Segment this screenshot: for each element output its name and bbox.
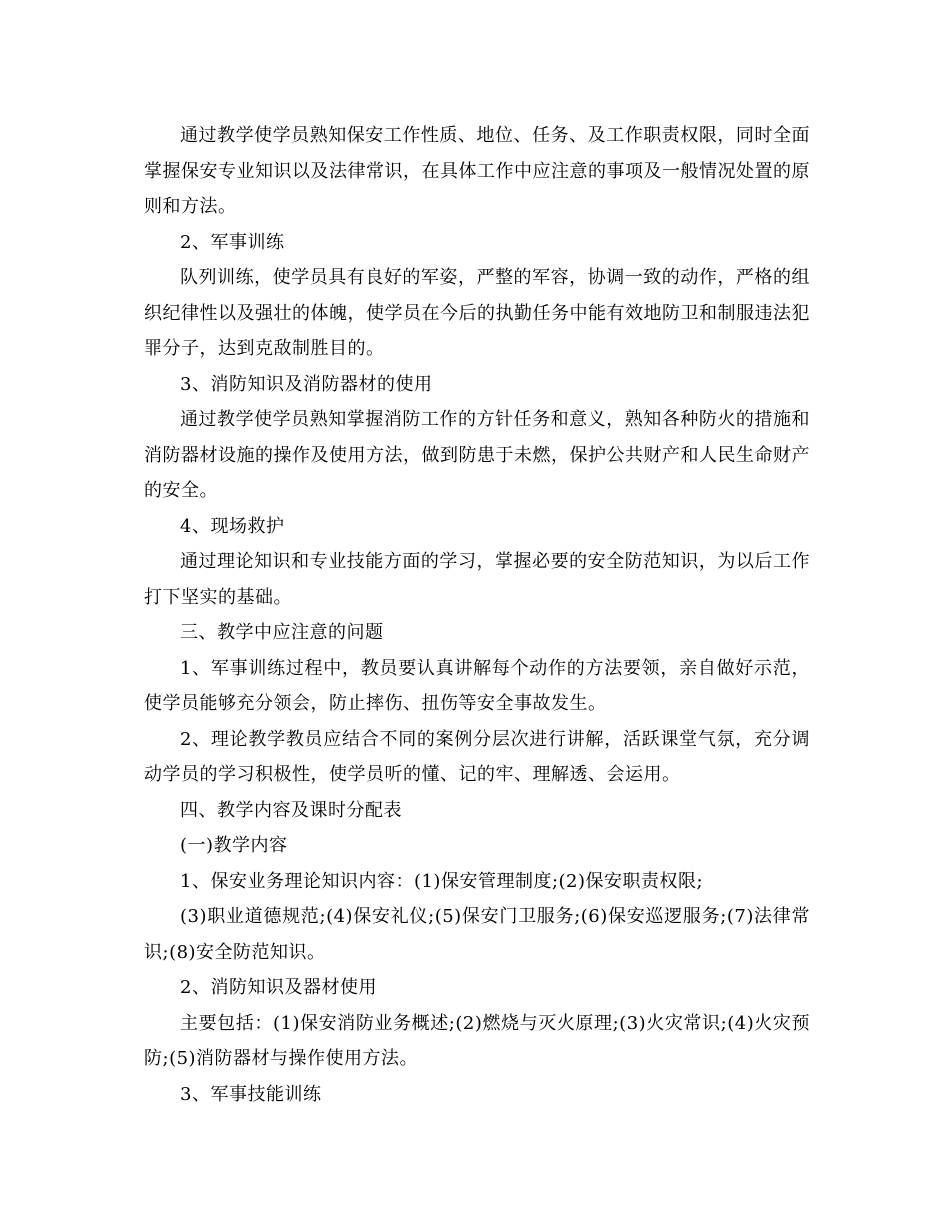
body-paragraph: 主要包括：(1)保安消防业务概述;(2)燃烧与灭火原理;(3)火灾常识;(4)火灾预防;(5)消防器材与操作使用方法。 (144, 1012, 810, 1069)
body-paragraph: 通过教学使学员熟知掌握消防工作的方针任务和意义，熟知各种防火的措施和消防器材设施的操作及使用方法，做到防患于未燃，保护公共财产和人民生命财产的安全。 (144, 409, 810, 501)
section-heading: 2、军事训练 (180, 231, 285, 253)
section-heading: 四、教学内容及课时分配表 (180, 799, 402, 821)
subsection-heading: (一)教学内容 (180, 835, 288, 856)
section-heading: 3、消防知识及消防器材的使用 (180, 373, 433, 395)
section-heading: 4、现场救护 (180, 515, 285, 537)
section-heading: 3、军事技能训练 (180, 1083, 322, 1105)
body-paragraph: 通过教学使学员熟知保安工作性质、地位、任务、及工作职责权限，同时全面掌握保安专业知识以及法律常识，在具体工作中应注意的事项及一般情况处置的原则和方法。 (144, 125, 810, 217)
body-paragraph: (3)职业道德规范;(4)保安礼仪;(5)保安门卫服务;(6)保安巡逻服务;(7)法律常识;(8)安全防范知识。 (144, 906, 810, 963)
body-paragraph: 1、军事训练过程中，教员要认真讲解每个动作的方法要领，亲自做好示范，使学员能够充分领会，防止摔伤、扭伤等安全事故发生。 (144, 657, 810, 714)
section-heading: 2、消防知识及器材使用 (180, 977, 377, 998)
section-heading: 三、教学中应注意的问题 (180, 622, 384, 643)
body-paragraph: 队列训练，使学员具有良好的军姿，严整的军容，协调一致的动作，严格的组织纪律性以及强壮的体魄，使学员在今后的执勤任务中能有效地防卫和制服违法犯罪分子，达到克敌制胜目的。 (144, 267, 810, 359)
body-paragraph: 1、保安业务理论知识内容：(1)保安管理制度;(2)保安职责权限; (180, 870, 704, 892)
body-paragraph: 通过理论知识和专业技能方面的学习，掌握必要的安全防范知识，为以后工作打下坚实的基础。 (144, 551, 810, 608)
body-paragraph: 2、理论教学教员应结合不同的案例分层次进行讲解，活跃课堂气氛，充分调动学员的学习积极性，使学员听的懂、记的牢、理解透、会运用。 (144, 728, 810, 785)
